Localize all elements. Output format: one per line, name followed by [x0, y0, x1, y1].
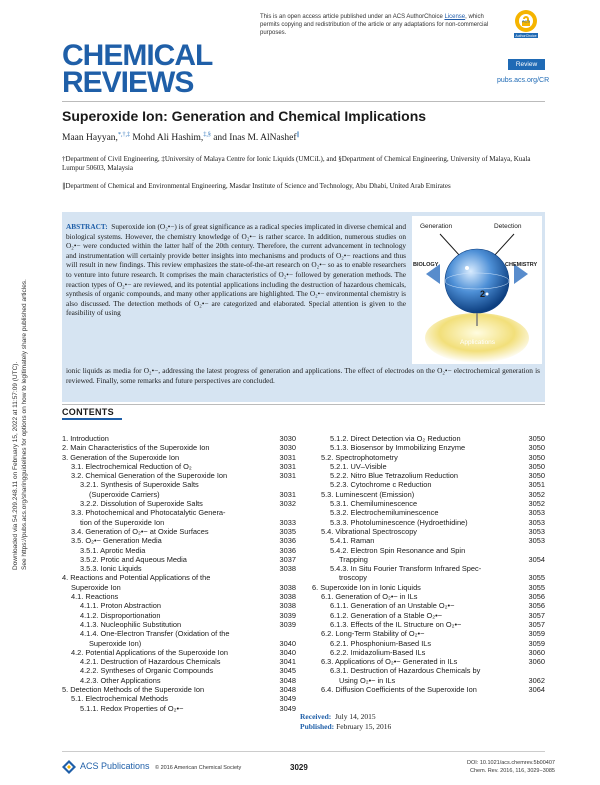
author-marks: *,†,‡ — [117, 132, 130, 138]
toc-entry-label: 6.1.1. Generation of an Unstable O₂•− — [330, 601, 455, 611]
toc-entry-page: 3035 — [279, 526, 296, 536]
toc-entry-page: 3036 — [279, 545, 296, 555]
toc-entry-label: 3.3. Photochemical and Photocatalytic Genera- — [71, 508, 226, 518]
badge-line-1: ACS — [521, 18, 531, 24]
journal-link[interactable]: pubs.acs.org/CR — [497, 77, 550, 84]
graphic-detection-label: Detection — [494, 223, 522, 230]
toc-entry[interactable] — [62, 443, 296, 452]
toc-entry[interactable] — [312, 462, 545, 471]
toc-entry-label: 6. Superoxide Ion in Ionic Liquids — [312, 582, 421, 592]
toc-entry-page: 3039 — [279, 619, 296, 629]
toc-entry-label: 3.5. O₂•− Generation Media — [71, 536, 162, 546]
toc-entry-label: 3.5.1. Aprotic Media — [80, 545, 146, 555]
published-label: Published: — [300, 722, 335, 731]
toc-entry-label: Trapping — [339, 554, 368, 564]
toc-entry[interactable] — [312, 573, 545, 582]
toc-entry[interactable] — [312, 518, 545, 527]
toc-entry-label: 5.3.2. Electrochemiluminescence — [330, 508, 439, 518]
toc-entry-page: 3064 — [528, 685, 545, 695]
toc-entry[interactable] — [62, 676, 296, 685]
publisher-name: ACS Publications — [80, 761, 150, 771]
toc-entry[interactable] — [62, 620, 296, 629]
toc-entry-label: 4.2.2. Syntheses of Organic Compounds — [80, 666, 214, 676]
contents-heading: CONTENTS — [62, 407, 114, 417]
toc-entry-page: 3050 — [528, 471, 545, 481]
toc-entry-page: 3062 — [528, 675, 545, 685]
toc-entry-label: 4. Reactions and Potential Applications of the — [62, 573, 211, 583]
page-number: 3029 — [290, 763, 308, 772]
toc-entry[interactable] — [62, 434, 296, 443]
toc-entry-page: 3050 — [528, 434, 545, 443]
journal-logo — [62, 39, 213, 99]
license-link[interactable]: License — [444, 14, 466, 20]
contents-divider — [62, 404, 545, 405]
toc-entry-label: tion of the Superoxide Ion — [80, 517, 165, 527]
toc-entry-page: 3038 — [279, 582, 296, 592]
toc-right-column — [312, 434, 545, 694]
toc-entry-label: Using O₂•− in ILs — [339, 675, 396, 685]
toc-entry-label: 3.2.2. Dissolution of Superoxide Salts — [80, 499, 203, 509]
doi[interactable]: DOI: 10.1021/acs.chemrev.5b00407 — [467, 760, 555, 766]
toc-entry-label: 5. Detection Methods of the Superoxide Ion — [62, 685, 205, 695]
toc-entry-label: 3.4. Generation of O₂•− at Oxide Surfaces — [71, 526, 209, 536]
toc-entry[interactable] — [312, 611, 545, 620]
toc-entry-page: 3053 — [528, 508, 545, 518]
toc-entry[interactable] — [62, 583, 296, 592]
toc-entry-page: 3038 — [279, 564, 296, 574]
toc-entry-label: 5.2.3. Cytochrome c Reduction — [330, 480, 432, 490]
toc-entry-page: 3056 — [528, 592, 545, 602]
toc-entry-page: 3057 — [528, 619, 545, 629]
toc-entry-label: troscopy — [339, 573, 367, 583]
toc-entry-label: 5.2.2. Nitro Blue Tetrazolium Reduction — [330, 471, 459, 481]
toc-entry[interactable] — [62, 555, 296, 564]
toc-entry[interactable] — [312, 676, 545, 685]
badge-line-2: AuthorChoice — [515, 34, 537, 38]
toc-entry-page: 3038 — [279, 592, 296, 602]
toc-entry-page: 3030 — [279, 434, 296, 443]
toc-entry-page: 3036 — [279, 536, 296, 546]
toc-entry[interactable] — [62, 629, 296, 638]
toc-entry[interactable] — [62, 462, 296, 471]
toc-entry-label: 6.1. Generation of O₂•− in ILs — [321, 592, 418, 602]
toc-entry[interactable] — [62, 694, 296, 703]
graphic-generation-label: Generation — [420, 223, 453, 230]
toc-entry-label: 5.1.2. Direct Detection via O₂ Reduction — [330, 434, 461, 443]
toc-entry-page: 3056 — [528, 601, 545, 611]
article-type-tag: Review — [508, 59, 545, 70]
toc-entry-label: 4.2. Potential Applications of the Superoxide Ion — [71, 647, 228, 657]
toc-entry-page: 3032 — [279, 499, 296, 509]
toc-entry-label: 6.3. Applications of O₂•− Generated in ILs — [321, 657, 458, 667]
graphic-chemistry-label: CHEMISTRY — [505, 262, 538, 268]
acs-authorchoice-badge-icon — [513, 9, 539, 39]
toc-entry-label: 5.4.3. In Situ Fourier Transform Infrared Spec- — [330, 564, 482, 574]
toc-entry-label: 4.2.1. Destruction of Hazardous Chemicals — [80, 657, 221, 667]
toc-entry[interactable] — [62, 480, 296, 489]
toc-entry-page: 3060 — [528, 647, 545, 657]
toc-entry[interactable] — [62, 573, 296, 582]
toc-entry-label: 5.4.1. Raman — [330, 536, 375, 546]
toc-entry-page: 3040 — [279, 638, 296, 648]
toc-entry-page: 3051 — [528, 480, 545, 490]
journal-name-line-2: REVIEWS — [62, 66, 194, 99]
toc-entry-label: 6.3.1. Destruction of Hazardous Chemicals by — [330, 666, 481, 676]
toc-entry-label: 4.1.2. Disproportionation — [80, 610, 161, 620]
toc-entry-label: Superoxide Ion — [71, 582, 121, 592]
toc-entry[interactable] — [62, 601, 296, 610]
toc-entry[interactable] — [62, 657, 296, 666]
toc-entry-page: 3055 — [528, 582, 545, 592]
toc-entry[interactable] — [312, 546, 545, 555]
toc-entry[interactable] — [312, 629, 545, 638]
publication-dates — [300, 712, 391, 732]
published-date: February 15, 2016 — [336, 722, 392, 731]
toc-entry[interactable] — [62, 490, 296, 499]
toc-entry[interactable] — [312, 471, 545, 480]
toc-entry-page: 3053 — [528, 536, 545, 546]
toc-entry[interactable] — [312, 639, 545, 648]
toc-entry-label: 6.1.2. Generation of a Stable O₂•− — [330, 610, 443, 620]
toc-entry-page: 3040 — [279, 647, 296, 657]
toc-entry-label: 2. Main Characteristics of the Superoxide Ion — [62, 443, 210, 453]
toc-entry-page: 3055 — [528, 573, 545, 583]
toc-entry[interactable] — [312, 499, 545, 508]
toc-entry-page: 3037 — [279, 554, 296, 564]
toc-entry[interactable] — [312, 490, 545, 499]
notice-text-tail: , which permits copying and redistribution of the article or any adaptations for non-commercial purposes. — [260, 14, 489, 36]
toc-entry-label: (Superoxide Carriers) — [89, 489, 160, 499]
toc-entry-label: 5.2. Spectrophotometry — [321, 452, 398, 462]
toc-entry-label: 3. Generation of the Superoxide Ion — [62, 452, 180, 462]
toc-entry-page: 3048 — [279, 685, 296, 695]
toc-entry[interactable] — [62, 546, 296, 555]
toc-entry-label: 6.2.2. Imidazolium-Based ILs — [330, 647, 426, 657]
toc-entry-label: 4.2.3. Other Applications — [80, 675, 161, 685]
toc-entry[interactable] — [312, 434, 545, 443]
toc-entry[interactable] — [62, 704, 296, 713]
toc-entry[interactable] — [62, 611, 296, 620]
graphic-applications-label: Applications — [460, 339, 496, 346]
author-marks: ∥ — [296, 132, 300, 138]
copyright: © 2016 American Chemical Society — [155, 765, 242, 771]
toc-entry[interactable] — [312, 564, 545, 573]
toc-entry-page: 3031 — [279, 489, 296, 499]
toc-entry-page: 3049 — [279, 703, 296, 713]
toc-entry-page: 3052 — [528, 499, 545, 509]
toc-entry[interactable] — [62, 639, 296, 648]
toc-entry[interactable] — [312, 583, 545, 592]
toc-entry-label: 3.5.2. Protic and Aqueous Media — [80, 554, 187, 564]
toc-entry-page: 3039 — [279, 610, 296, 620]
toc-entry-page: 3059 — [528, 629, 545, 639]
graphic-biology-label: BIOLOGY — [413, 262, 439, 268]
toc-entry[interactable] — [312, 480, 545, 489]
toc-entry-page: 3045 — [279, 666, 296, 676]
author-marks: ‡,§ — [203, 132, 211, 138]
toc-graphic — [412, 216, 542, 364]
abstract-body — [66, 222, 406, 318]
header-divider — [62, 101, 545, 102]
toc-entry[interactable] — [312, 527, 545, 536]
toc-entry[interactable] — [312, 453, 545, 462]
toc-entry-label: 3.2. Chemical Generation of the Superoxide Ion — [71, 471, 228, 481]
abstract-label: ABSTRACT: — [66, 222, 108, 231]
article-title: Superoxide Ion: Generation and Chemical Implications — [62, 108, 427, 124]
toc-entry-label: 4.1.4. One-Electron Transfer (Oxidation of the — [80, 629, 230, 639]
toc-entry-label: 5.3. Luminescent (Emission) — [321, 489, 415, 499]
toc-entry-label: 5.4. Vibrational Spectroscopy — [321, 526, 417, 536]
toc-entry[interactable] — [62, 508, 296, 517]
affiliation-2: ∥Department of Chemical and Environmental Engineering, Masdar Institute of Science and Technology, Abu Dhabi, United Arab Emirates — [62, 182, 451, 190]
toc-entry-page: 3060 — [528, 657, 545, 667]
toc-entry[interactable] — [312, 555, 545, 564]
toc-entry-page: 3033 — [279, 517, 296, 527]
toc-entry-page: 3041 — [279, 657, 296, 667]
toc-entry-page: 3050 — [528, 452, 545, 462]
toc-entry[interactable] — [62, 518, 296, 527]
journal-name-line-1: CHEMICAL — [62, 39, 213, 72]
toc-entry-page: 3030 — [279, 443, 296, 453]
toc-entry-label: 5.4.2. Electron Spin Resonance and Spin — [330, 545, 466, 555]
side-note-line-1: Downloaded via 54.209.248.11 on February 15, 2022 at 11:57:09 (UTC). — [12, 361, 19, 570]
toc-entry[interactable] — [62, 592, 296, 601]
toc-entry-label: 1. Introduction — [62, 434, 109, 443]
toc-entry[interactable] — [312, 508, 545, 517]
toc-entry[interactable] — [62, 453, 296, 462]
received-label: Received: — [300, 712, 332, 721]
open-access-notice — [260, 13, 505, 37]
toc-entry-label: 3.1. Electrochemical Reduction of O₂ — [71, 461, 192, 471]
abstract-text: Superoxide ion (O₂•−) is of great significance as a radical species implicated in diverse chemical and biological systems. However, the chemistry knowledge of O₂•− is rather scarce. In addition, numerous studies on O₂•− were conducted within the latter half of the 20th century. Therefore, the current advancement in technology and instrumentation will certainly provide better insights into mechanisms and products of O₂•− reactions and thus will result in new findings. This review emphasizes the state-of-the-art research on O₂•− so as to enable researchers to venture into future research. It comprises the main characteristics of O₂•− followed by generation methods. The reaction types of O₂•− are reviewed, and its potential applications including the destruction of hazardous chemicals, synthesis of organic compounds, and many other applications are highlighted. The O₂•− environmental chemistry is also discussed. The detection methods of O₂•− are categorized and elaborated. Special attention is given to the feasibility of using — [66, 222, 406, 318]
toc-entry[interactable] — [62, 564, 296, 573]
toc-entry-label: 3.5.3. Ionic Liquids — [80, 564, 142, 574]
doi-block — [467, 760, 555, 775]
toc-entry-page: 3031 — [279, 471, 296, 481]
toc-entry-label: 6.1.3. Effects of the IL Structure on O₂•− — [330, 619, 462, 629]
toc-entry-label: 5.2.1. UV–Visible — [330, 461, 387, 471]
toc-entry-page: 3052 — [528, 489, 545, 499]
toc-entry[interactable] — [312, 443, 545, 452]
toc-entry-page: 3048 — [279, 675, 296, 685]
toc-entry-page: 3031 — [279, 461, 296, 471]
toc-entry-page: 3059 — [528, 638, 545, 648]
toc-entry[interactable] — [312, 685, 545, 694]
toc-entry-label: 5.1.3. Biosensor by Immobilizing Enzyme — [330, 443, 466, 453]
contents-underline — [62, 418, 122, 420]
toc-entry-page: 3031 — [279, 452, 296, 462]
author-name[interactable]: Mohd Ali Hashim, — [132, 133, 204, 144]
notice-text: This is an open access article published under an ACS AuthorChoice — [260, 14, 445, 20]
received-date: July 14, 2015 — [334, 712, 376, 721]
toc-entry[interactable] — [62, 648, 296, 657]
toc-entry-label: 6.2.1. Phosphonium-Based ILs — [330, 638, 432, 648]
toc-entry-page: 3050 — [528, 461, 545, 471]
toc-entry-label: Superoxide Ion) — [89, 638, 142, 648]
toc-entry[interactable] — [62, 499, 296, 508]
toc-entry[interactable] — [62, 471, 296, 480]
author-name[interactable]: Maan Hayyan, — [62, 133, 118, 144]
toc-entry-label: 4.1.3. Nucleophilic Substitution — [80, 619, 182, 629]
toc-entry-page: 3038 — [279, 601, 296, 611]
toc-entry-page: 3054 — [528, 554, 545, 564]
toc-entry-label: 4.1. Reactions — [71, 592, 119, 602]
toc-left-column — [62, 434, 296, 713]
toc-entry-page: 3049 — [279, 694, 296, 704]
footer-divider — [62, 751, 545, 752]
acs-logo-icon — [62, 760, 76, 774]
toc-entry-page: 3057 — [528, 610, 545, 620]
toc-entry-label: 5.3.3. Photoluminescence (Hydroethidine) — [330, 517, 468, 527]
toc-entry[interactable] — [62, 685, 296, 694]
toc-entry-label: 3.2.1. Synthesis of Superoxide Salts — [80, 480, 199, 490]
toc-entry-label: 5.1.1. Redox Properties of O₂•− — [80, 703, 184, 713]
toc-entry[interactable] — [62, 536, 296, 545]
download-side-note — [4, 240, 40, 570]
toc-entry-label: 4.1.1. Proton Abstraction — [80, 601, 161, 611]
toc-entry[interactable] — [312, 657, 545, 666]
toc-entry-label: 5.3.1. Chemiluminescence — [330, 499, 418, 509]
affiliation-1: †Department of Civil Engineering, ‡University of Malaya Centre for Ionic Liquids (UMCiL), and §Department of Chemical Engineering, University of Malaya, Kuala Lumpur 50603, Malaysia — [62, 155, 531, 172]
toc-entry[interactable] — [312, 536, 545, 545]
toc-entry-label: 6.4. Diffusion Coefficients of the Superoxide Ion — [321, 685, 477, 695]
author-list — [62, 131, 300, 143]
toc-entry-page: 3050 — [528, 443, 545, 453]
toc-entry-label: 6.2. Long-Term Stability of O₂•− — [321, 629, 425, 639]
abstract-tail: ionic liquids as media for O₂•−, addressing the latest progress of generation and applications. The effect of electrodes on the O₂•− electrochemical generation is reviewed. Finally, some remarks and future perspectives are concluded. — [66, 366, 540, 385]
side-note-line-2: See https://pubs.acs.org/sharingguidelines for options on how to legitimately share published articles. — [21, 279, 28, 570]
toc-entry[interactable] — [312, 601, 545, 610]
citation: Chem. Rev. 2016, 116, 3029−3085 — [469, 767, 555, 774]
graphic-orbital-label: 2 — [480, 289, 486, 299]
toc-entry[interactable] — [312, 666, 545, 675]
toc-entry-page: 3053 — [528, 526, 545, 536]
toc-entry[interactable] — [312, 592, 545, 601]
toc-entry-label: 5.1. Electrochemical Methods — [71, 694, 168, 704]
toc-entry[interactable] — [312, 648, 545, 657]
toc-entry[interactable] — [312, 620, 545, 629]
toc-entry[interactable] — [62, 527, 296, 536]
toc-entry-page: 3053 — [528, 517, 545, 527]
toc-entry[interactable] — [62, 666, 296, 675]
author-name[interactable]: and Inas M. AlNashef — [213, 133, 297, 144]
